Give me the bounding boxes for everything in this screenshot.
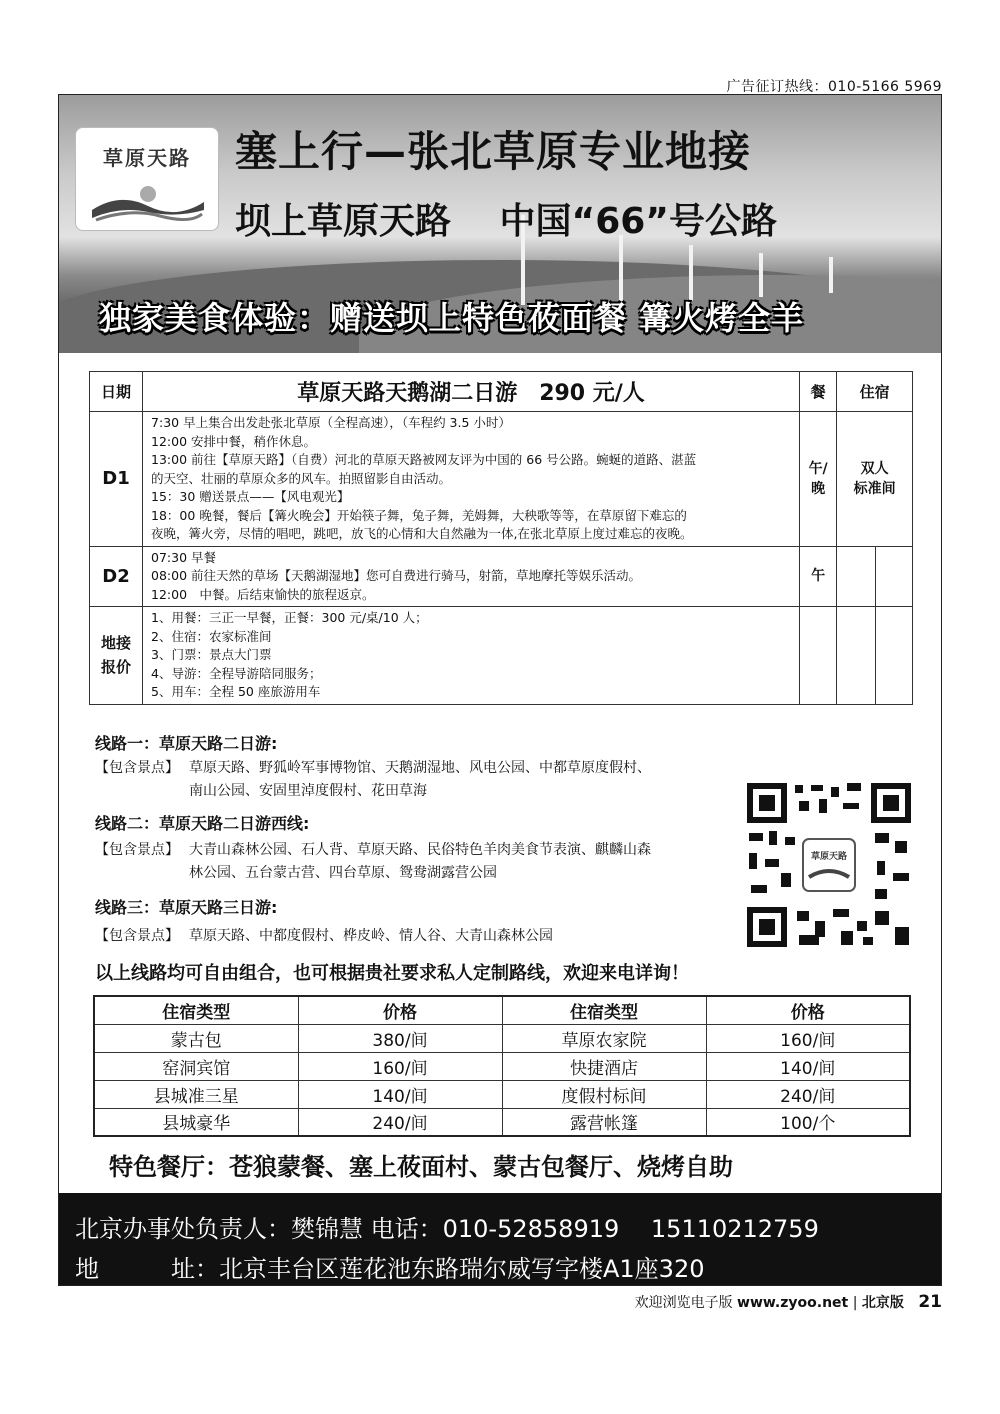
lodging-header-row — [94, 996, 910, 1024]
quote-label-line: 地接 — [101, 634, 132, 653]
day-description — [143, 546, 800, 607]
itinerary-row-d1 — [90, 412, 913, 547]
table-cell: 380/间 — [298, 1024, 502, 1052]
header-cell: 价格 — [706, 996, 910, 1024]
footer-separator: | — [852, 1295, 858, 1311]
table-cell: 240/间 — [298, 1108, 502, 1136]
table-row — [94, 1052, 910, 1080]
header-cell: 价格 — [298, 996, 502, 1024]
meal-text: 晚 — [811, 480, 826, 497]
brand-logo — [75, 127, 219, 231]
lodging-price-table — [93, 995, 911, 1137]
schedule-line: 18：00 晚餐，餐后【篝火晚会】开始筷子舞，兔子舞，羌姆舞，大秧歌等等，在草原留下难忘的 — [151, 507, 687, 523]
quote-description — [143, 607, 800, 705]
ad-frame — [58, 94, 942, 1286]
route-1-heading: 线路一：草原天路二日游: — [95, 734, 278, 753]
day-label: D2 — [90, 546, 143, 607]
route-2-heading: 线路二：草原天路二日游西线: — [95, 814, 310, 833]
ad-hotline: 广告征订热线：010-5166 5969 — [726, 79, 942, 95]
route-spots-cont: 林公园、五台蒙古营、四台草原、鸳鸯湖露营公园 — [189, 865, 497, 881]
header-room: 住宿 — [837, 372, 913, 412]
contact-line-address: 地 址：北京丰台区莲花池东路瑞尔威写字楼A1座320 — [75, 1255, 705, 1283]
banner — [59, 95, 941, 353]
table-cell: 草原农家院 — [502, 1024, 706, 1052]
itinerary-row-d2 — [90, 546, 913, 607]
page-number: 21 — [918, 1292, 942, 1312]
banner-food-offer: 独家美食体验：赠送坝上特色莜面餐 篝火烤全羊 — [99, 299, 805, 337]
meal-cell — [799, 412, 836, 547]
wind-turbine-icon — [759, 253, 763, 297]
header-cell: 住宿类型 — [502, 996, 706, 1024]
banner-title: 塞上行—张北草原专业地接 — [235, 127, 752, 176]
day-label: D1 — [90, 412, 143, 547]
route-1-details — [95, 757, 651, 803]
logo-wave-icon — [90, 180, 206, 224]
route-tag: 【包含景点】 — [95, 928, 179, 944]
header-cell: 住宿类型 — [94, 996, 298, 1024]
room-cell — [837, 412, 913, 547]
route-2-details — [95, 839, 651, 885]
route-3-heading: 线路三：草原天路三日游: — [95, 898, 278, 917]
schedule-line: 7:30 早上集合出发赴张北草原（全程高速），（车程约 3.5 小时） — [151, 415, 511, 430]
schedule-line: 07:30 早餐 — [151, 549, 217, 565]
table-cell: 县城准三星 — [94, 1080, 298, 1108]
route-tag: 【包含景点】 — [95, 760, 179, 776]
quote-line: 4、导游：全程导游陪同服务； — [151, 665, 322, 681]
footer-text: 欢迎浏览电子版 — [634, 1295, 733, 1311]
table-row — [94, 1024, 910, 1052]
meal-cell: 午 — [799, 546, 836, 607]
table-cell: 度假村标间 — [502, 1080, 706, 1108]
table-cell: 县城豪华 — [94, 1108, 298, 1136]
schedule-line: 08:00 前往天然的草场【天鹅湖湿地】您可自费进行骑马，射箭，草地摩托等娱乐活动。 — [151, 568, 642, 583]
table-cell: 窑洞宾馆 — [94, 1052, 298, 1080]
edition-label: 北京版 — [861, 1295, 904, 1311]
quote-label-line: 报价 — [101, 658, 132, 677]
header-meal: 餐 — [799, 372, 836, 412]
table-cell: 240/间 — [706, 1080, 910, 1108]
route-tag: 【包含景点】 — [95, 842, 179, 858]
table-cell: 160/间 — [706, 1024, 910, 1052]
route-3-details — [95, 925, 553, 948]
schedule-line: 15：30 赠送景点——【风电观光】 — [151, 489, 350, 504]
table-cell: 露营帐篷 — [502, 1108, 706, 1136]
table-cell: 160/间 — [298, 1052, 502, 1080]
website-link[interactable]: www.zyoo.net — [737, 1295, 849, 1311]
table-row — [94, 1080, 910, 1108]
itinerary-header-row — [90, 372, 913, 412]
route-spots-cont: 南山公园、安固里淖度假村、花田草海 — [189, 783, 427, 799]
room-cell-empty — [837, 607, 876, 705]
logo-text: 草原天路 — [103, 146, 191, 170]
table-cell: 140/间 — [706, 1052, 910, 1080]
schedule-line: 12:00 中餐。后结束愉快的旅程返京。 — [151, 586, 375, 602]
room-text: 双人 — [860, 460, 889, 477]
table-row — [94, 1108, 910, 1136]
tour-title: 草原天路天鹅湖二日游 290 元/人 — [143, 372, 800, 412]
route-spots: 草原天路、中都度假村、桦皮岭、情人谷、大青山森林公园 — [189, 928, 553, 944]
room-cell-empty — [876, 607, 913, 705]
table-cell: 快捷酒店 — [502, 1052, 706, 1080]
meal-cell-empty — [799, 607, 836, 705]
schedule-line: 13:00 前往【草原天路】（自费）河北的草原天路被网友评为中国的 66 号公路。蜿蜒的道路、湛蓝 — [151, 452, 697, 467]
featured-restaurants: 特色餐厅：苍狼蒙餐、塞上莜面村、蒙古包餐厅、烧烤自助 — [109, 1153, 733, 1181]
wind-turbine-icon — [829, 257, 833, 293]
table-cell: 100/个 — [706, 1108, 910, 1136]
itinerary-row-quote — [90, 607, 913, 705]
room-cell-empty — [837, 546, 876, 607]
room-cell-empty — [876, 546, 913, 607]
day-description — [143, 412, 800, 547]
quote-line: 5、用车：全程 50 座旅游用车 — [151, 684, 321, 699]
banner-subtitle: 坝上草原天路 中国“66”号公路 — [235, 201, 777, 242]
custom-route-promo: 以上线路均可自由组合，也可根据贵社要求私人定制路线，欢迎来电详询！ — [95, 963, 689, 984]
quote-line: 1、用餐：三正一早餐，正餐：300 元/桌/10 人； — [151, 610, 428, 625]
contact-footer — [59, 1193, 941, 1286]
route-spots: 大青山森林公园、石人背、草原天路、民俗特色羊肉美食节表演、麒麟山森 — [189, 842, 651, 858]
header-date: 日期 — [90, 372, 143, 412]
quote-line: 2、住宿：农家标准间 — [151, 628, 272, 644]
itinerary-table — [89, 371, 913, 705]
schedule-line: 的天空、壮丽的草原众多的风车。拍照留影自由活动。 — [151, 470, 452, 486]
schedule-line: 12:00 安排中餐，稍作休息。 — [151, 433, 317, 449]
route-spots: 草原天路、野狐岭军事博物馆、天鹅湖湿地、风电公园、中都草原度假村、 — [189, 760, 651, 776]
room-text: 标准间 — [853, 480, 896, 497]
qr-logo-text: 草原天路 — [810, 852, 848, 862]
schedule-line: 夜晚，篝火旁，尽情的唱吧，跳吧，放飞的心情和大自然融为一体,在张北草原上度过难忘的夜晚。 — [151, 526, 693, 541]
contact-line-phone: 北京办事处负责人：樊锦慧 电话：010-52858919 15110212759 — [75, 1215, 819, 1243]
quote-label — [90, 607, 143, 705]
table-cell: 140/间 — [298, 1080, 502, 1108]
qr-code[interactable] — [745, 781, 913, 949]
meal-text: 午/ — [808, 460, 828, 477]
quote-line: 3、门票：景点大门票 — [151, 647, 272, 662]
page-footer — [635, 1292, 942, 1312]
table-cell: 蒙古包 — [94, 1024, 298, 1052]
